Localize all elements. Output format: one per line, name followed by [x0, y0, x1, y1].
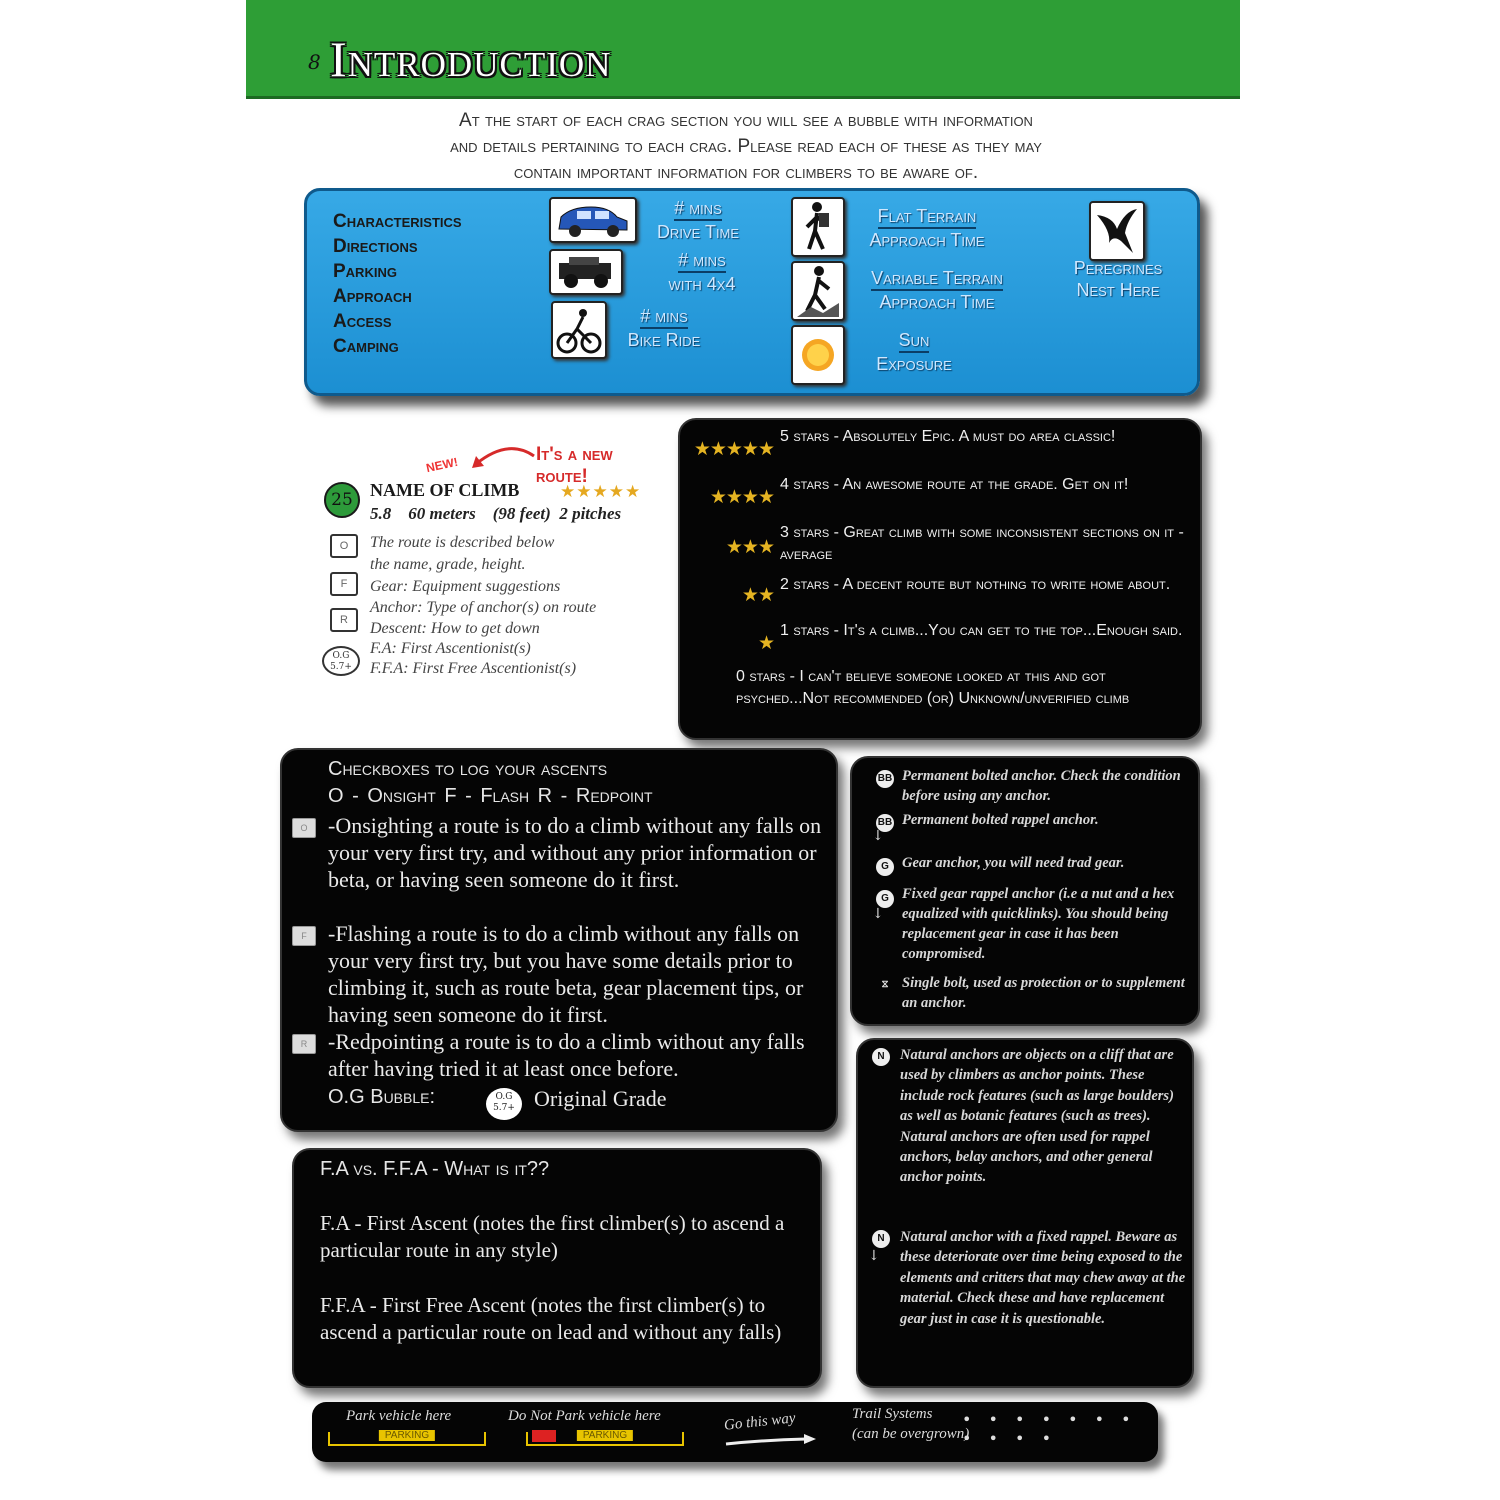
og-label: O.G Bubble:	[328, 1086, 436, 1108]
intro-line: contain important information for climbers to be aware of.	[513, 162, 979, 183]
legend-line: Anchor: Type of anchor(s) on route	[370, 599, 597, 616]
new-route-label: It's a new route!	[536, 444, 613, 487]
trail-overgrown-label: (can be overgrown)	[852, 1426, 970, 1442]
go-this-way-label: Go this way	[723, 1410, 797, 1434]
header-banner	[246, 0, 1240, 99]
star-icon: ★★★★	[709, 486, 774, 508]
fa-heading: F.A vs. F.F.A - What is it??	[320, 1158, 550, 1180]
peregrine-icon	[1089, 201, 1145, 261]
no-parking-sign: PARKING	[577, 1430, 633, 1441]
anchor-text: Permanent bolted rappel anchor.	[902, 812, 1099, 828]
star-description: 5 stars - Absolutely Epic. A must do area classic!	[780, 428, 1116, 445]
peregrines-label: Peregrines Nest Here	[1073, 258, 1163, 300]
star-icon: ★★★	[725, 536, 774, 558]
natural-anchor-icon: N	[872, 1048, 890, 1066]
jeep-icon	[549, 249, 623, 295]
bike-icon	[551, 301, 607, 359]
gear-anchor-icon: G	[876, 858, 894, 876]
intro-text	[326, 108, 1166, 186]
parking-sign: PARKING	[379, 1430, 435, 1441]
4x4-time-label: # mins with 4x4	[668, 250, 736, 294]
char-item: Access	[333, 311, 392, 332]
route-legend	[318, 440, 668, 690]
anchor-legend-box	[850, 756, 1200, 1026]
star-rating-box	[678, 418, 1202, 740]
flat-terrain-label: Flat Terrain Approach Time	[869, 206, 985, 250]
bolted-rappel-icon: BB	[876, 814, 894, 832]
star-icon: ★★	[741, 584, 774, 606]
checkbox-key: O - Onsight F - Flash R - Redpoint	[328, 785, 653, 807]
anchor-text: Single bolt, used as protection or to supplement an anchor.	[902, 975, 1185, 1011]
natural-anchor-text: Natural anchors are objects on a cliff that are used by climbers as anchor points. These include rock features (such as large boulders) as well as botanic features (such as trees). Natural anchors are often used for rappel anchors, belay anchors, and other general anchor points.	[900, 1047, 1174, 1186]
page	[246, 0, 1240, 1500]
star-description: 2 stars - A decent route but nothing to write home about.	[780, 576, 1171, 593]
char-item: Parking	[333, 261, 397, 282]
gear-rappel-icon: G	[876, 890, 894, 908]
og-description: Original Grade	[534, 1086, 667, 1111]
zero-star-description: 0 stars - I can't believe someone looked at this and got psyched...Not recommended (or) Unknown/unverified climb	[736, 668, 1130, 707]
route-number-badge: 25	[324, 482, 360, 518]
map-legend-bar	[312, 1402, 1158, 1462]
trail-dots-icon: • • • • • • • • • • •	[962, 1410, 1137, 1448]
page-title: Introduction	[330, 31, 612, 87]
down-arrow-icon: ↓	[868, 1248, 880, 1264]
flash-text: -Flashing a route is to do a climb without any falls on your very first try, but you have some details prior to climbing it, such as route beta, gear placement tips, or having seen someone do it first.	[328, 921, 804, 1027]
anchor-text: Fixed gear rappel anchor (i.e a nut and a hex equalized with quicklinks). You should being replacement gear in case it has been compromised.	[902, 886, 1175, 962]
flash-checkbox: F	[330, 572, 358, 596]
og-bubble: O.G 5.7+	[486, 1088, 522, 1120]
park-here-label: Park vehicle here	[346, 1408, 452, 1424]
char-item: Approach	[333, 286, 412, 307]
legend-line: the name, grade, height.	[370, 556, 526, 573]
onsight-checkbox: O	[292, 818, 316, 838]
checkbox-explanation-box	[280, 748, 838, 1132]
direction-arrow-icon	[724, 1432, 818, 1448]
star-description: 1 stars - It's a climb...You can get to the top...Enough said.	[780, 622, 1183, 639]
characteristics-list	[333, 209, 462, 359]
legend-line: Gear: Equipment suggestions	[370, 578, 561, 595]
down-arrow-icon: ↓	[872, 828, 884, 844]
sun-exposure-label: Sun Exposure	[876, 330, 952, 374]
parking-symbol	[328, 1432, 486, 1446]
new-badge: NEW!	[424, 454, 460, 476]
climb-stars: ★★★★★	[560, 482, 642, 502]
star-description: 3 stars - Great climb with some inconsistent sections on it - average	[780, 524, 1184, 563]
natural-anchor-text: Natural anchor with a fixed rappel. Beware as these deteriorate over time being exposed to the elements and critters that may chew away at the material. Check these and have replacement gear just in case it is questionable.	[900, 1229, 1186, 1327]
hiker-flat-icon	[791, 197, 845, 257]
no-parking-mark	[532, 1430, 556, 1442]
checkbox-heading: Checkboxes to log your ascents	[328, 758, 608, 780]
single-bolt-icon: ⧖	[881, 979, 889, 990]
drive-time-label: # mins Drive Time	[656, 198, 740, 242]
star-description: 4 stars - An awesome route at the grade. Get on it!	[780, 476, 1129, 493]
trail-systems-label: Trail Systems	[852, 1406, 933, 1422]
legend-line: F.F.A: First Free Ascentionist(s)	[370, 660, 577, 677]
sun-icon	[791, 325, 845, 385]
legend-line: The route is described below	[370, 534, 555, 551]
intro-line: At the start of each crag section you will see a bubble with information	[459, 110, 1033, 131]
no-parking-symbol	[526, 1432, 684, 1446]
star-icon: ★★★★★	[693, 438, 774, 460]
redpoint-text: -Redpointing a route is to do a climb without any falls after having tried it at least once before.	[328, 1029, 805, 1081]
char-item: Characteristics	[333, 211, 462, 232]
natural-rappel-icon: N	[872, 1230, 890, 1248]
bike-time-label: # mins Bike Ride	[627, 306, 701, 350]
legend-line: F.A: First Ascentionist(s)	[370, 640, 531, 657]
hiker-variable-icon	[791, 261, 845, 321]
ffa-text: F.F.A - First Free Ascent (notes the first climber(s) to ascend a particular route on lead and without any falls)	[320, 1293, 782, 1344]
char-item: Camping	[333, 336, 399, 357]
no-park-label: Do Not Park vehicle here	[508, 1408, 661, 1424]
climb-detail: 5.8 60 meters (98 feet) 2 pitches	[370, 504, 622, 523]
onsight-text: -Onsighting a route is to do a climb without any falls on your very first try, and without any prior information or beta, or having seen someone do it first.	[328, 813, 822, 892]
fa-ffa-box	[292, 1148, 822, 1388]
curved-arrow-icon	[468, 442, 538, 472]
anchor-text: Gear anchor, you will need trad gear.	[902, 855, 1125, 871]
onsight-checkbox: O	[330, 534, 358, 558]
og-bubble: O.G 5.7+	[322, 646, 360, 676]
intro-line: and details pertaining to each crag. Please read each of these as they may	[450, 136, 1042, 157]
car-icon	[549, 197, 637, 243]
char-item: Directions	[333, 236, 418, 257]
legend-line: Descent: How to get down	[370, 620, 540, 637]
natural-anchor-box	[856, 1038, 1194, 1388]
climb-name: NAME OF CLIMB	[370, 480, 520, 500]
page-number: 8	[308, 50, 321, 74]
variable-terrain-label: Variable Terrain Approach Time	[871, 268, 1003, 312]
down-arrow-icon: ↓	[872, 906, 884, 922]
flash-checkbox: F	[292, 926, 316, 946]
crag-info-bubble	[304, 188, 1200, 396]
star-icon: ★	[757, 632, 774, 654]
bolted-anchor-icon: BB	[876, 770, 894, 788]
fa-text: F.A - First Ascent (notes the first climber(s) to ascend a particular route in any style)	[320, 1211, 785, 1262]
anchor-text: Permanent bolted anchor. Check the condition before using any anchor.	[902, 768, 1181, 804]
redpoint-checkbox: R	[330, 608, 358, 632]
redpoint-checkbox: R	[292, 1034, 316, 1054]
